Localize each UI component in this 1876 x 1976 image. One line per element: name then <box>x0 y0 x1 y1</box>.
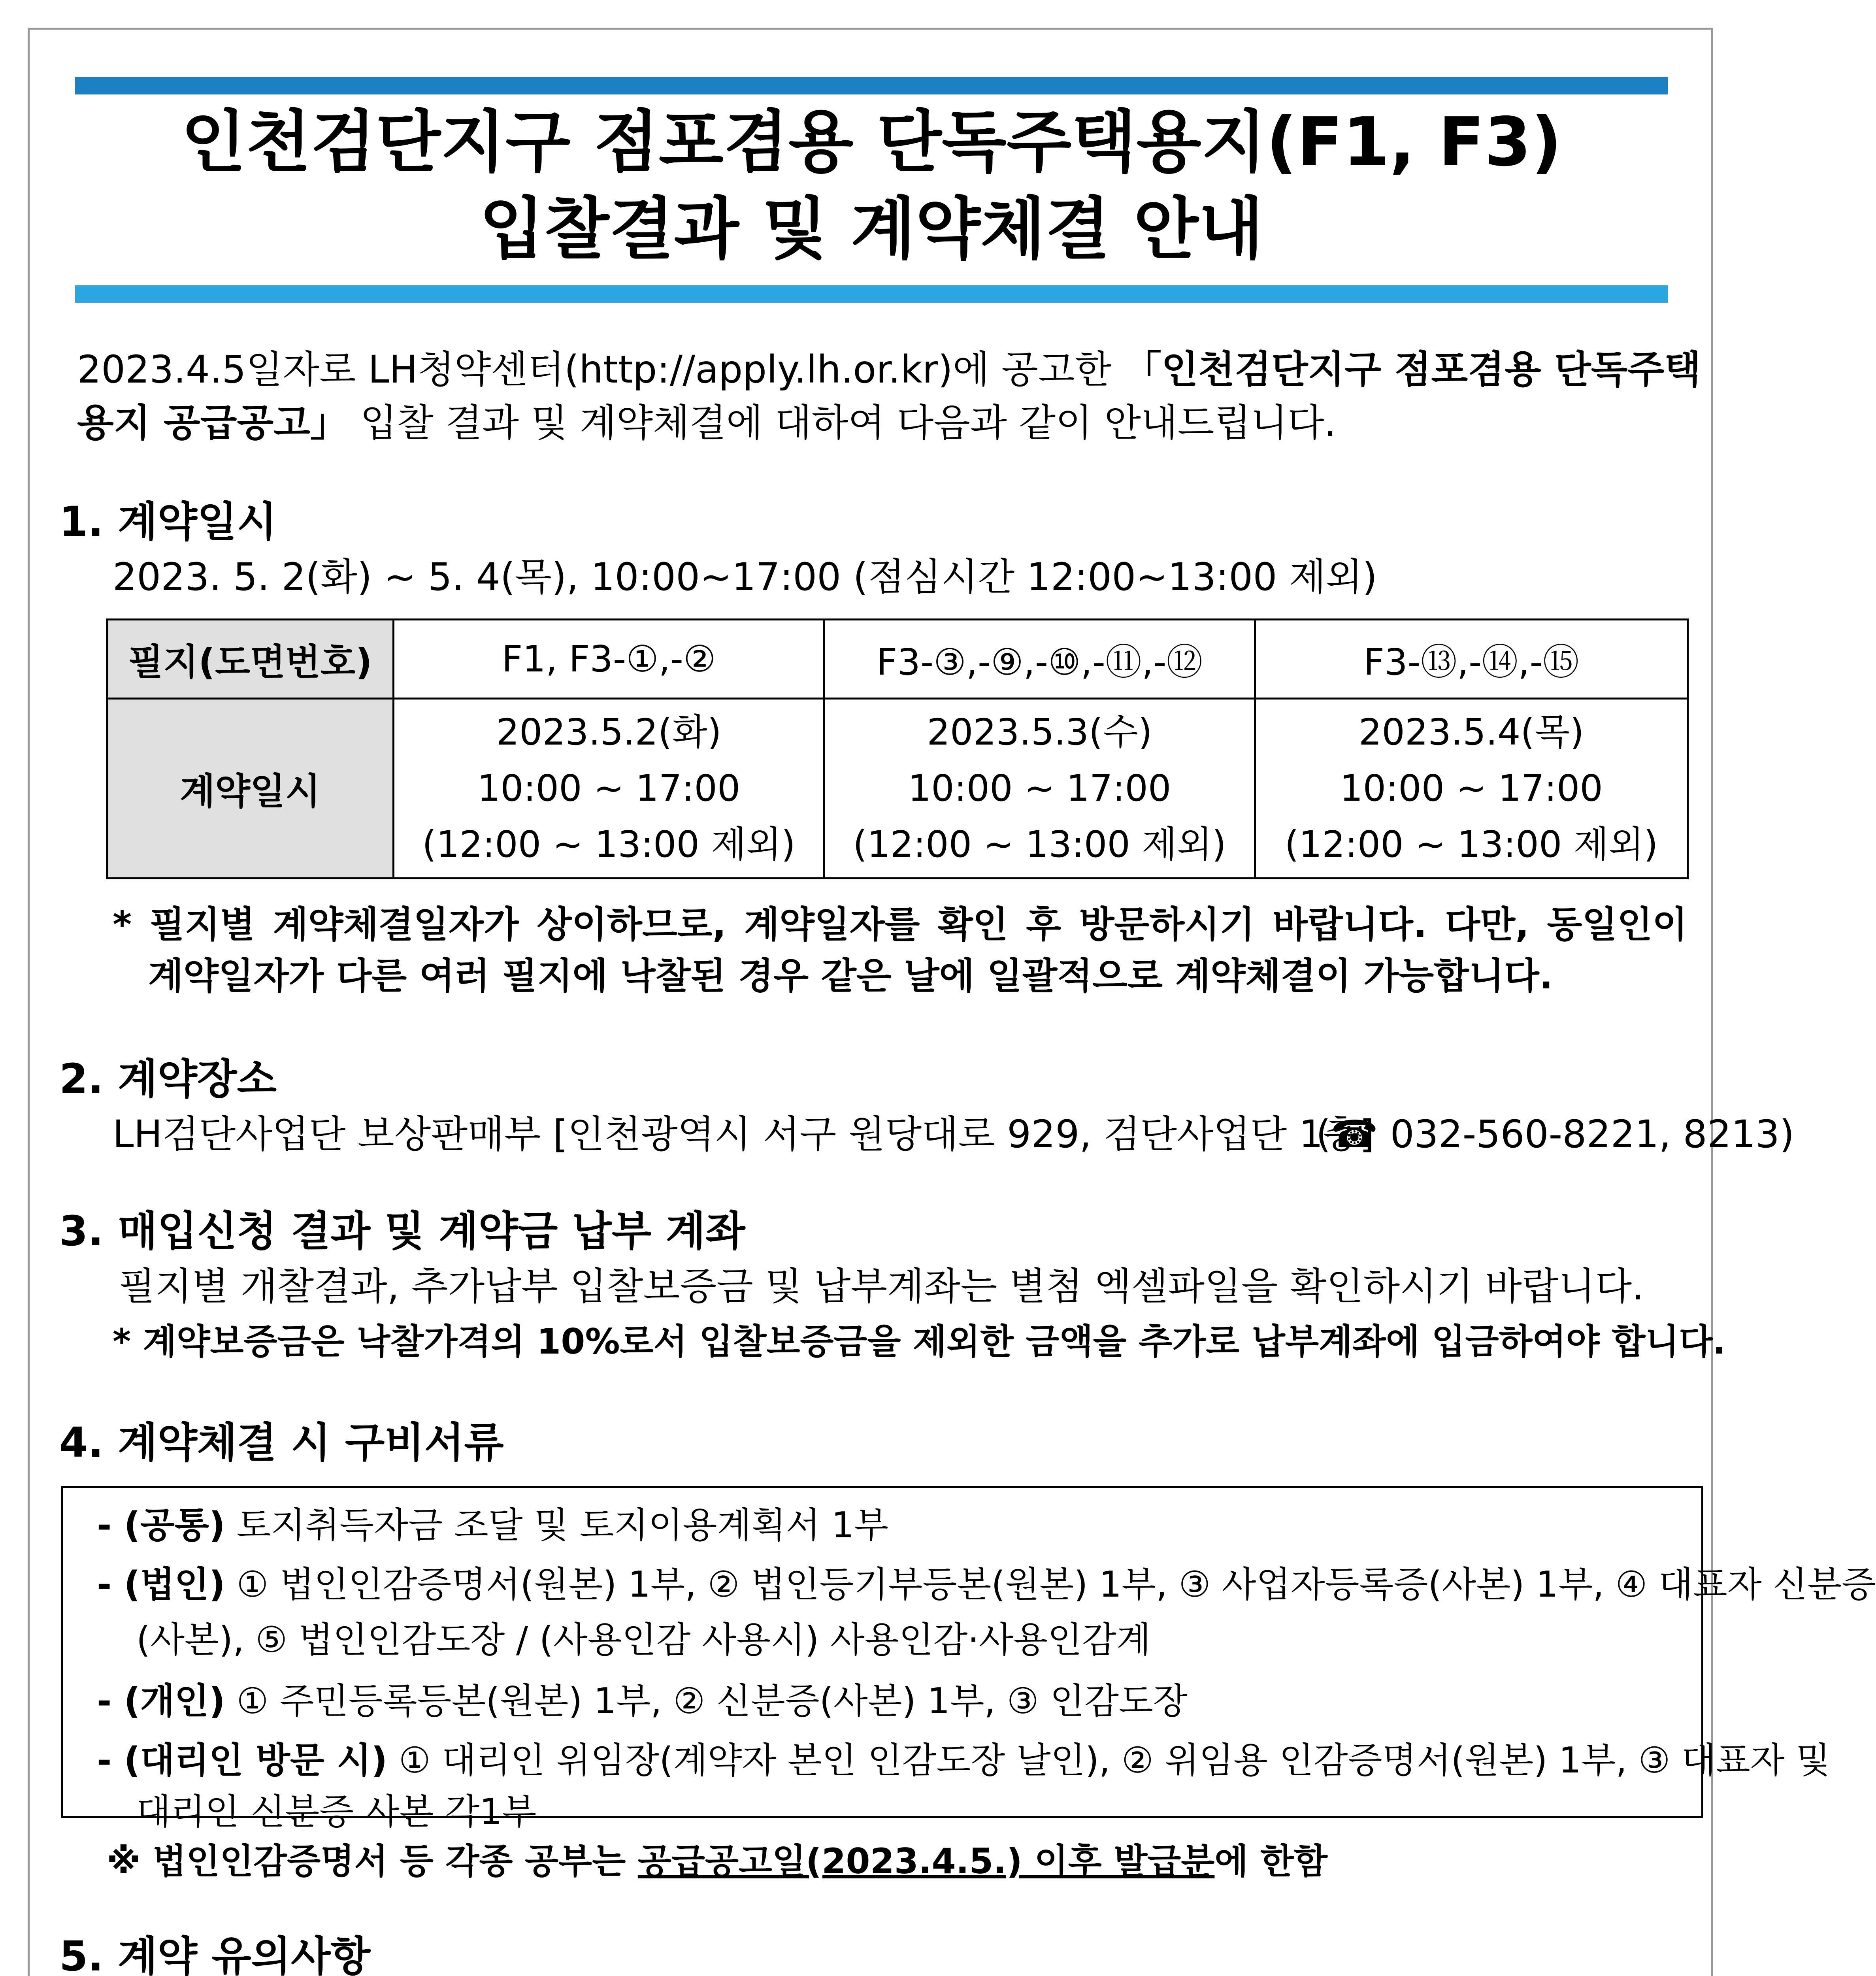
section5-heading: 5. 계약 유의사항 <box>59 1932 371 1976</box>
table-header-parcel: 필지(도면번호) <box>107 620 394 699</box>
table-cell-schedule <box>394 699 824 879</box>
doc-item-common <box>97 1498 888 1553</box>
intro-notice-title-cont: 용지 공급공고」 <box>77 401 348 445</box>
section1-text: 2023. 5. 2(화) ~ 5. 4(목), 10:00~17:00 (점심시간 12:00~13:00 제외) <box>113 555 1377 599</box>
page-title-line2: 입찰결과 및 계약체결 안내 <box>479 190 1263 268</box>
doc-item-individual <box>97 1674 1188 1729</box>
contract-schedule-table <box>106 618 1689 879</box>
section1-note-line2: 계약일자가 다른 여러 필지에 낙찰된 경우 같은 날에 일괄적으로 계약체결이 가능합니다. <box>148 955 1553 997</box>
schedule-time: 10:00 ~ 17:00 <box>477 767 741 809</box>
doc-item-agent <box>97 1733 1830 1788</box>
section2-phone: (☎ 032-560-8221, 8213) <box>1316 1112 1795 1156</box>
section3-heading: 3. 매입신청 결과 및 계약금 납부 계좌 <box>59 1207 745 1255</box>
schedule-date: 2023.5.4(목) <box>1358 711 1584 753</box>
section4-heading: 4. 계약체결 시 구비서류 <box>59 1418 504 1467</box>
table-header-date: 계약일시 <box>107 699 394 879</box>
section4-note <box>107 1834 1327 1889</box>
doc-item-agent-cont: 대리인 신분증 사본 각1부 <box>136 1791 537 1833</box>
schedule-lunch: (12:00 ~ 13:00 제외) <box>853 823 1226 865</box>
doc-text: ① 대리인 위임장(계약자 본인 인감도장 날인), ② 위임용 인감증명서(원본) 1부, ③ 대표자 및 <box>387 1740 1831 1781</box>
schedule-date: 2023.5.2(화) <box>496 711 722 753</box>
doc-item-corporate <box>97 1557 1876 1612</box>
table-cell-parcel: F3-⑬,-⑭,-⑮ <box>1255 620 1688 699</box>
note-text: ※ 법인인감증명서 등 각종 공부는 <box>107 1841 638 1882</box>
doc-item-corporate-cont: (사본), ⑤ 법인인감도장 / (사용인감 사용시) 사용인감·사용인감계 <box>136 1619 1151 1661</box>
schedule-time: 10:00 ~ 17:00 <box>1340 767 1603 809</box>
title-bottom-rule <box>75 285 1668 303</box>
table-row <box>107 620 1688 699</box>
table-cell-schedule <box>1255 699 1688 879</box>
section1-heading: 1. 계약일시 <box>59 498 277 546</box>
doc-label: - (법인) <box>97 1564 225 1605</box>
schedule-time: 10:00 ~ 17:00 <box>908 767 1171 809</box>
note-underlined: 공급공고일(2023.4.5.) 이후 발급분 <box>637 1841 1215 1882</box>
schedule-date: 2023.5.3(수) <box>927 711 1152 753</box>
schedule-lunch: (12:00 ~ 13:00 제외) <box>1284 823 1658 865</box>
section2-heading: 2. 계약장소 <box>59 1055 277 1103</box>
intro-notice-title: 「인천검단지구 점포겸용 단독주택 <box>1123 347 1701 392</box>
title-top-rule <box>75 77 1668 94</box>
intro-line1 <box>77 342 1701 397</box>
doc-text: 토지취득자금 조달 및 토지이용계획서 1부 <box>225 1505 889 1546</box>
schedule-lunch: (12:00 ~ 13:00 제외) <box>422 823 796 865</box>
page-title-line1: 인천검단지구 점포겸용 단독주택용지(F1, F3) <box>181 103 1562 181</box>
doc-text: ① 법인인감증명서(원본) 1부, ② 법인등기부등본(원본) 1부, ③ 사업자등록증(사본) 1부, ④ 대표자 신분증 <box>225 1564 1876 1605</box>
intro-line2 <box>77 395 1336 451</box>
doc-label: - (공통) <box>97 1505 225 1546</box>
note-text-end: 에 한함 <box>1214 1841 1327 1882</box>
table-cell-schedule <box>824 699 1255 879</box>
doc-label: - (개인) <box>97 1680 225 1722</box>
section2-address: LH검단사업단 보상판매부 [인천광역시 서구 원당대로 929, 검단사업단 1층] <box>113 1112 1374 1156</box>
table-cell-parcel: F3-③,-⑨,-⑩,-⑪,-⑫ <box>824 620 1255 699</box>
doc-text: ① 주민등록등본(원본) 1부, ② 신분증(사본) 1부, ③ 인감도장 <box>225 1680 1188 1722</box>
table-row <box>107 699 1688 879</box>
doc-label: - (대리인 방문 시) <box>97 1740 388 1781</box>
table-cell-parcel: F1, F3-①,-② <box>394 620 824 699</box>
intro-text: 2023.4.5일자로 LH청약센터(http://apply.lh.or.kr)에 공고한 <box>77 347 1112 392</box>
section3-text: 필지별 개찰결과, 추가납부 입찰보증금 및 납부계좌는 별첨 엑셀파일을 확인하시기 바랍니다. <box>119 1264 1644 1309</box>
section1-note-line1: * 필지별 계약체결일자가 상이하므로, 계약일자를 확인 후 방문하시기 바랍니다. 다만, 동일인이 <box>113 903 1687 946</box>
section3-note: * 계약보증금은 낙찰가격의 10%로서 입찰보증금을 제외한 금액을 추가로 납부계좌에 입금하여야 합니다. <box>113 1321 1726 1362</box>
intro-text-cont: 입찰 결과 및 계약체결에 대하여 다음과 같이 안내드립니다. <box>348 401 1337 445</box>
